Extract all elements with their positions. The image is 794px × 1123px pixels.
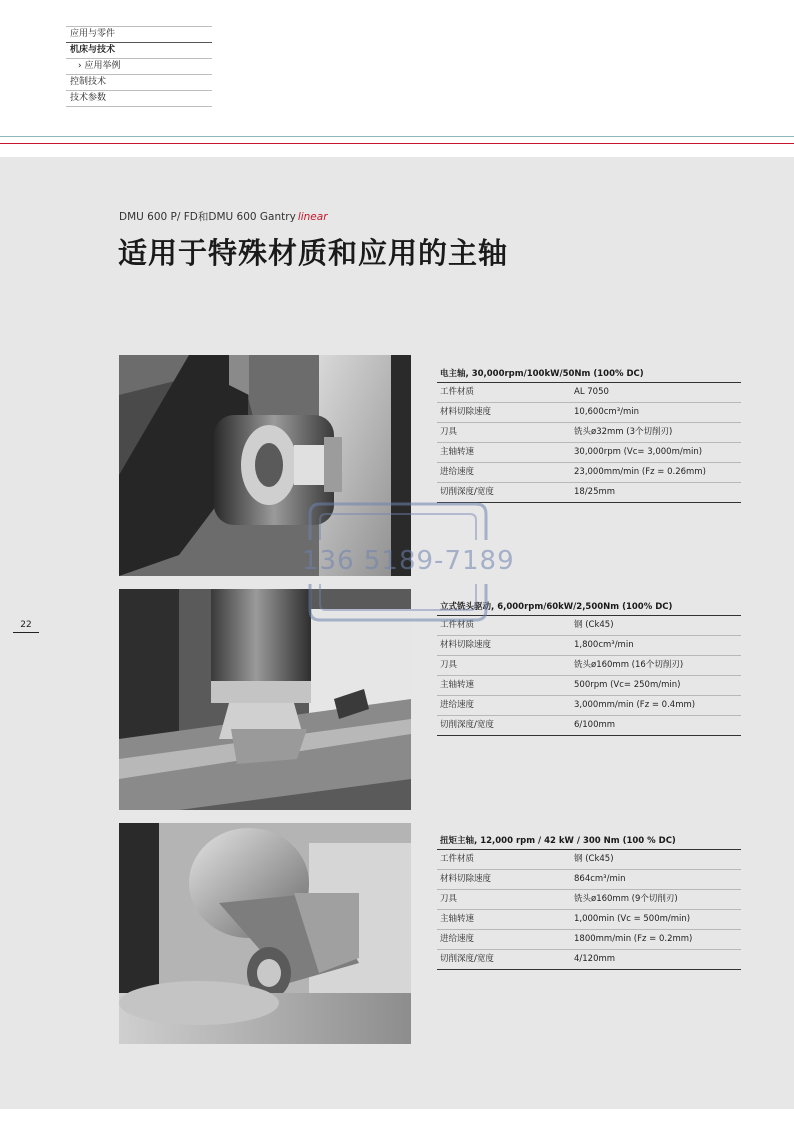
- table-row: [437, 890, 741, 910]
- spec-key: 切削深度/宽度: [440, 487, 494, 497]
- spec-table-electro-spindle: [437, 366, 741, 503]
- table-row: [437, 403, 741, 423]
- spec-value: 864cm³/min: [574, 874, 626, 884]
- subtitle-accent: linear: [297, 211, 328, 223]
- spec-value: 1,800cm³/min: [574, 640, 634, 650]
- nav-item-application-examples[interactable]: › 应用举例: [66, 58, 212, 74]
- page-number: 22: [13, 619, 39, 633]
- page-title: 适用于特殊材质和应用的主轴: [118, 236, 509, 270]
- spec-key: 刀具: [440, 427, 458, 437]
- table-row: [437, 870, 741, 890]
- spec-key: 主轴转速: [440, 680, 475, 690]
- spec-key: 材料切除速度: [440, 640, 492, 650]
- spec-key: 切削深度/宽度: [440, 954, 494, 964]
- nav-item-machines[interactable]: 机床与技术: [66, 42, 212, 58]
- section-nav: [66, 26, 212, 107]
- torque-spindle-photo: [119, 823, 411, 1044]
- nav-item-tech-data[interactable]: 技术参数: [66, 90, 212, 107]
- spec-key: 切削深度/宽度: [440, 720, 494, 730]
- divider-red: [0, 143, 794, 144]
- table-row: [437, 696, 741, 716]
- spec-heading: 扭矩主轴, 12,000 rpm / 42 kW / 300 Nm (100 % DC): [437, 833, 741, 850]
- spec-key: 进给速度: [440, 934, 475, 944]
- spec-value: 钢 (Ck45): [574, 854, 614, 864]
- spec-value: 18/25mm: [574, 487, 616, 497]
- table-row: [437, 950, 741, 970]
- table-row: [437, 850, 741, 870]
- spec-value: 6/100mm: [574, 720, 616, 730]
- nav-item-control[interactable]: 控制技术: [66, 74, 212, 90]
- spec-key: 材料切除速度: [440, 407, 492, 417]
- spec-heading: 电主轴, 30,000rpm/100kW/50Nm (100% DC): [437, 366, 741, 383]
- spec-value: 10,600cm³/min: [574, 407, 639, 417]
- table-row: [437, 716, 741, 736]
- spec-key: 工件材质: [440, 854, 475, 864]
- spec-key: 刀具: [440, 894, 458, 904]
- spec-value: 4/120mm: [574, 954, 616, 964]
- subtitle-text: DMU 600 P/ FD和DMU 600 Gantry: [119, 211, 296, 223]
- spec-value: 铣头ø160mm (9个切削刃): [574, 894, 678, 904]
- spec-value: 钢 (Ck45): [574, 620, 614, 630]
- spec-key: 主轴转速: [440, 914, 475, 924]
- spec-key: 刀具: [440, 660, 458, 670]
- spec-key: 工件材质: [440, 620, 475, 630]
- spec-value: 3,000mm/min (Fz = 0.4mm): [574, 700, 696, 710]
- nav-item-applications[interactable]: 应用与零件: [66, 26, 212, 42]
- table-row: [437, 463, 741, 483]
- table-row: [437, 656, 741, 676]
- table-row: [437, 676, 741, 696]
- spec-table-torque-spindle: [437, 833, 741, 970]
- watermark-phone: 136 5189-7189: [302, 546, 515, 576]
- table-row: [437, 930, 741, 950]
- spec-value: 1800mm/min (Fz = 0.2mm): [574, 934, 693, 944]
- table-row: [437, 383, 741, 403]
- spec-value: 1,000min (Vc = 500m/min): [574, 914, 691, 924]
- spec-key: 材料切除速度: [440, 874, 492, 884]
- divider-teal: [0, 136, 794, 137]
- spec-value: 23,000mm/min (Fz = 0.26mm): [574, 467, 706, 477]
- table-row: [437, 443, 741, 463]
- spec-key: 工件材质: [440, 387, 475, 397]
- table-row: [437, 910, 741, 930]
- spec-key: 主轴转速: [440, 447, 475, 457]
- table-row: [437, 636, 741, 656]
- spec-value: 铣头ø160mm (16个切削刃): [574, 660, 684, 670]
- page-subtitle: [119, 209, 328, 224]
- spec-key: 进给速度: [440, 467, 475, 477]
- spec-value: AL 7050: [574, 387, 609, 397]
- table-row: [437, 423, 741, 443]
- spec-value: 500rpm (Vc= 250m/min): [574, 680, 681, 690]
- spec-value: 铣头ø32mm (3个切削刃): [574, 427, 673, 437]
- spec-value: 30,000rpm (Vc= 3,000m/min): [574, 447, 703, 457]
- spec-key: 进给速度: [440, 700, 475, 710]
- spec-heading: 立式铣头驱动, 6,000rpm/60kW/2,500Nm (100% DC): [437, 599, 741, 616]
